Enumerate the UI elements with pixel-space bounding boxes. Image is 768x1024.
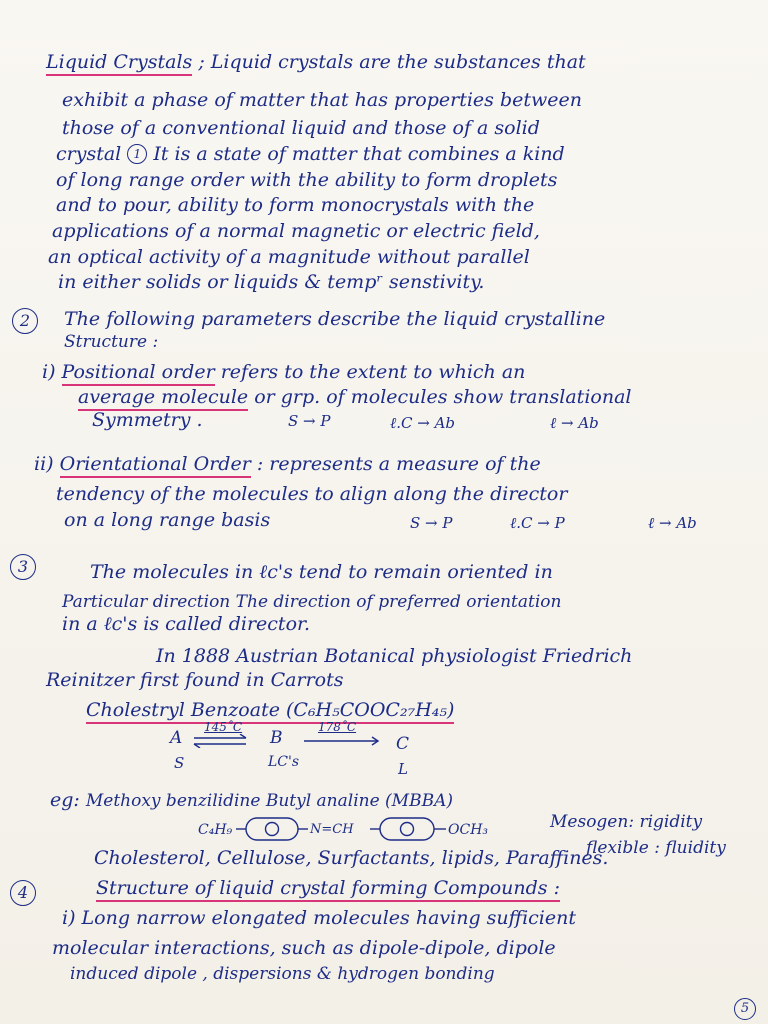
sec2-i-text-2: or grp. of molecules show translational	[254, 386, 632, 408]
sec2-ii-line-3: on a long range basis	[64, 509, 271, 531]
compound-name: Cholestryl Benzoate (C₆H₅COOC₂₇H₄₅)	[86, 699, 454, 724]
sec2-i-label: i)	[42, 361, 56, 383]
mbba-structure-icon	[236, 812, 472, 846]
sec3-line-1: The molecules in ℓc's tend to remain oriented in	[90, 561, 553, 583]
sec2-ii-line-2: tendency of the molecules to align along the director	[56, 483, 568, 505]
temp-145: 145˚C	[204, 720, 243, 734]
sec3-line-3: in a ℓc's is called director.	[62, 613, 311, 635]
eg-line	[50, 788, 453, 813]
section-number-3: 3	[10, 554, 36, 580]
sec2-line-1: The following parameters describe the liquid crystalline	[64, 308, 606, 330]
intro-line-10: in either solids or liquids & tempʳ senstivity.	[58, 271, 485, 293]
eg-label: eg:	[50, 789, 80, 811]
sec2-i-text-1: refers to the extent to which an	[220, 361, 526, 383]
sec4-line-3: induced dipole , dispersions & hydrogen bonding	[70, 964, 495, 984]
intro-line-8: applications of a normal magnetic or electric field,	[52, 220, 540, 242]
orientational-order-heading: Orientational Order	[60, 453, 251, 478]
temp-178: 178˚C	[318, 720, 357, 734]
positional-order-heading: Positional order	[62, 361, 215, 386]
circle-marker-1: 1	[127, 144, 147, 164]
intro-line-6: of long range order with the ability to form droplets	[56, 169, 558, 191]
mbba-name: Methoxy benzilidine Butyl analine (MBBA)	[85, 791, 453, 811]
orientational-arrow-1: S → P	[410, 514, 453, 532]
intro-line-4-wrap	[56, 142, 565, 166]
sec3-line-2: Particular direction The direction of preferred orientation	[62, 592, 562, 612]
sec3-line-4: In 1888 Austrian Botanical physiologist Friedrich	[156, 645, 633, 667]
positional-arrow-3: ℓ → Ab	[550, 414, 599, 432]
average-molecule-term: average molecule	[78, 386, 248, 411]
mesogen-line-2: flexible : fluidity	[586, 838, 726, 858]
struct-butyl: C₄H₉	[198, 822, 233, 838]
sec3-line-5: Reinitzer first found in Carrots	[46, 669, 344, 691]
orientational-arrow-3: ℓ → Ab	[648, 514, 697, 532]
intro-line-1: Liquid crystals are the substances that	[210, 51, 586, 73]
state-liquid-crystal: LC's	[268, 754, 300, 770]
sec4-line-2: molecular interactions, such as dipole-dipole, dipole	[52, 937, 556, 959]
compound-line	[86, 698, 454, 722]
mesogen-line-1: Mesogen: rigidity	[550, 812, 703, 832]
right-arrow-icon	[302, 736, 382, 746]
sec2-ii-label: ii)	[34, 453, 54, 475]
intro-line-9: an optical activity of a magnitude without parallel	[48, 246, 530, 268]
equilibrium-arrow-icon	[190, 734, 250, 748]
intro-line-7: and to pour, ability to form monocrystals with the	[56, 194, 535, 216]
orientational-arrow-2: ℓ.C → P	[510, 514, 565, 532]
sec2-line-2: Structure :	[64, 332, 159, 352]
section-number-2: 2	[12, 308, 38, 334]
intro-line-4: crystal	[56, 143, 122, 165]
phase-a: A	[170, 728, 183, 748]
sec2-i-line-3: Symmetry .	[92, 409, 203, 431]
intro-line-5: It is a state of matter that combines a kind	[153, 143, 565, 165]
sec2-ii-text-1: : represents a measure of the	[256, 453, 541, 475]
struct-imine: N=CH	[310, 822, 354, 837]
positional-arrow-2: ℓ.C → Ab	[390, 414, 456, 432]
sec4-heading: Structure of liquid crystal forming Compounds :	[96, 877, 560, 902]
intro-line-3: those of a conventional liquid and those of a solid	[62, 117, 540, 139]
phase-c: C	[396, 734, 410, 754]
sec2-i-line-2	[78, 385, 631, 409]
positional-arrow-1: S → P	[288, 412, 331, 430]
examples-line: Cholesterol, Cellulose, Surfactants, lipids, Paraffines.	[94, 847, 609, 869]
sec4-heading-line	[96, 876, 560, 900]
phase-b: B	[270, 728, 283, 748]
page-title: Liquid Crystals	[46, 51, 192, 76]
state-liquid: L	[398, 760, 408, 778]
page-number: 5	[734, 998, 756, 1020]
sec2-i-line-1	[42, 360, 525, 384]
section-number-4: 4	[10, 880, 36, 906]
intro-line-2: exhibit a phase of matter that has properties between	[62, 89, 582, 111]
sec4-line-1: i) Long narrow elongated molecules having sufficient	[62, 907, 577, 929]
state-solid: S	[174, 754, 185, 772]
sec2-ii-line-1	[34, 452, 541, 476]
struct-methoxy: OCH₃	[448, 822, 489, 838]
title-line: Liquid Crystals ; Liquid crystals are the substances that	[46, 50, 586, 74]
